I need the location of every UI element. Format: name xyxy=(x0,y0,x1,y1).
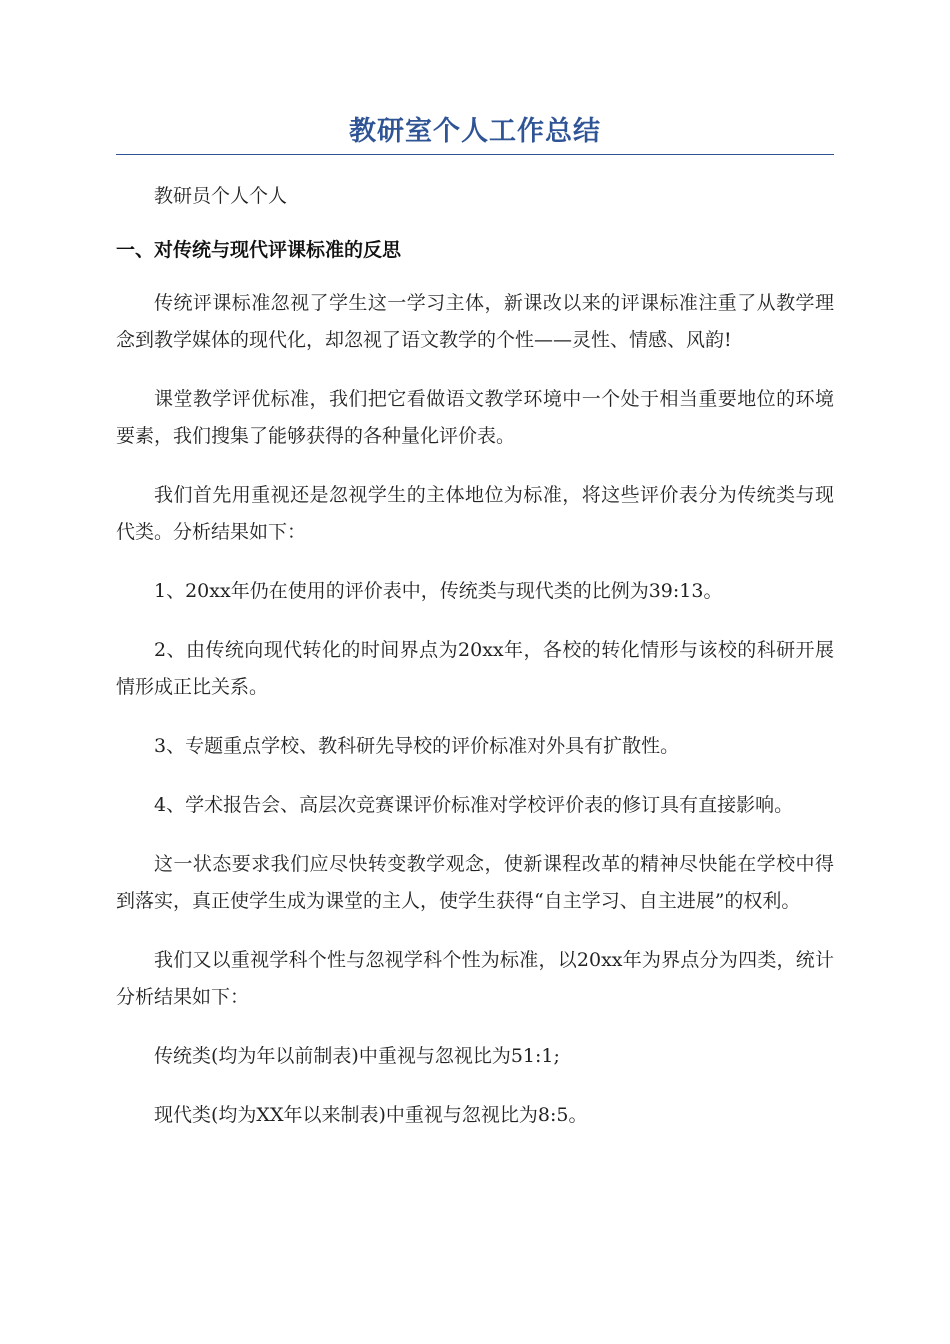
list-item-2: 2、由传统向现代转化的时间界点为20xx年，各校的转化情形与该校的科研开展情形成正比关系。 xyxy=(116,639,834,698)
list-item-4: 4、学术报告会、高层次竞赛课评价标准对学校评价表的修订具有直接影响。 xyxy=(154,794,794,816)
paragraph-5: 我们又以重视学科个性与忽视学科个性为标准，以20xx年为界点分为四类，统计分析结果如下： xyxy=(116,949,834,1008)
document-page xyxy=(116,112,834,1134)
section-heading: 一、对传统与现代评课标准的反思 xyxy=(116,239,402,261)
paragraph-1: 传统评课标准忽视了学生这一学习主体，新课改以来的评课标准注重了从教学理念到教学媒体的现代化，却忽视了语文教学的个性——灵性、情感、风韵! xyxy=(116,292,834,351)
list-item-1: 1、20xx年仍在使用的评价表中，传统类与现代类的比例为39:13。 xyxy=(154,580,723,602)
document-subtitle: 教研员个人个人 xyxy=(154,185,288,207)
paragraph-3: 我们首先用重视还是忽视学生的主体地位为标准，将这些评价表分为传统类与现代类。分析结果如下： xyxy=(116,484,834,543)
paragraph-4: 这一状态要求我们应尽快转变教学观念，使新课程改革的精神尽快能在学校中得到落实，真正使学生成为课堂的主人，使学生获得“自主学习、自主进展”的权利。 xyxy=(116,853,834,912)
stat-line-traditional: 传统类(均为年以前制表)中重视与忽视比为51:1; xyxy=(154,1045,560,1067)
stat-line-modern: 现代类(均为XX年以来制表)中重视与忽视比为8:5。 xyxy=(154,1104,588,1126)
document-title: 教研室个人工作总结 xyxy=(116,112,834,155)
list-item-3: 3、专题重点学校、教科研先导校的评价标准对外具有扩散性。 xyxy=(154,735,680,757)
paragraph-2: 课堂教学评优标准，我们把它看做语文教学环境中一个处于相当重要地位的环境要素，我们搜集了能够获得的各种量化评价表。 xyxy=(116,388,834,447)
